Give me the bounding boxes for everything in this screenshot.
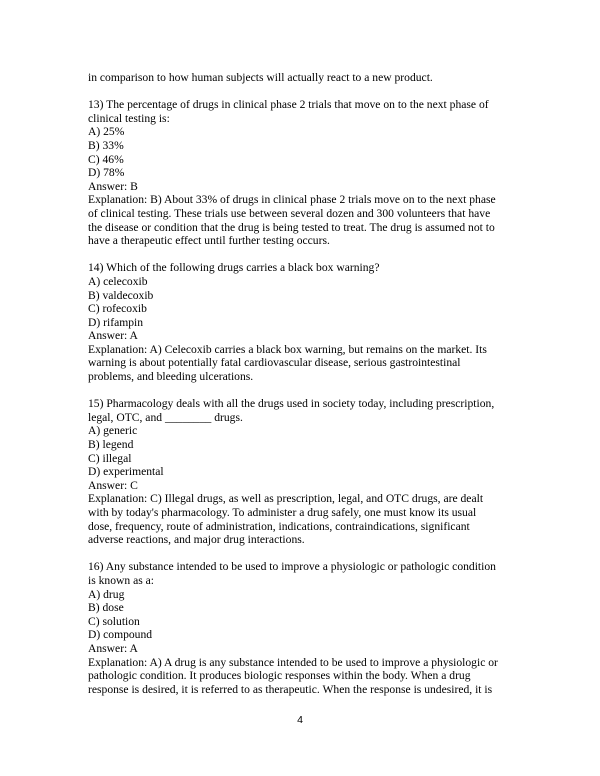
question-text: legal, OTC, and ________ drugs. xyxy=(88,410,243,424)
question-block-15 xyxy=(88,397,520,547)
answer-option: B) dose xyxy=(88,601,124,615)
answer-option: A) drug xyxy=(88,587,125,601)
explanation-text: warning is about potentially fatal cardiovascular disease, serious gastrointestinal xyxy=(88,356,461,370)
answer-key: Answer: B xyxy=(88,179,138,193)
answer-option: D) rifampin xyxy=(88,315,144,329)
answer-option: D) 78% xyxy=(88,166,125,180)
answer-key: Answer: A xyxy=(88,329,138,343)
paragraph-gap xyxy=(88,384,520,398)
explanation-text: of clinical testing. These trials use between several dozen and 300 volunteers that have xyxy=(88,206,491,220)
explanation-text: Explanation: B) About 33% of drugs in clinical phase 2 trials move on to the next phase xyxy=(88,193,496,207)
explanation-text: with by today's pharmacology. To administer a drug safely, one must know its usual xyxy=(88,506,477,519)
paragraph-gap xyxy=(88,248,520,262)
explanation-text: the disease or condition that the drug is being tested to treat. The drug is assumed not to xyxy=(88,220,495,234)
explanation-text: have a therapeutic effect until further testing occurs. xyxy=(88,234,330,248)
explanation-text: dose, frequency, route of administration, indications, contraindications, significant xyxy=(88,519,470,533)
explanation-text: response is desired, it is referred to as therapeutic. When the response is undesired, it is xyxy=(88,682,493,696)
answer-option: B) 33% xyxy=(88,138,124,152)
page-number: 4 xyxy=(297,714,303,726)
question-text: 13) The percentage of drugs in clinical phase 2 trials that move on to the next phase of xyxy=(88,98,489,112)
question-block-13 xyxy=(88,98,520,248)
page-content xyxy=(88,71,520,696)
answer-key: Answer: C xyxy=(88,478,138,492)
paragraph-gap xyxy=(88,85,520,99)
question-block-14 xyxy=(88,261,520,383)
answer-option: A) generic xyxy=(88,424,138,438)
question-text: is known as a: xyxy=(88,573,155,587)
answer-option: C) solution xyxy=(88,614,140,628)
question-text: 16) Any substance intended to be used to improve a physiologic or pathologic condition xyxy=(88,560,496,574)
question-text: 15) Pharmacology deals with all the drugs used in society today, including prescription, xyxy=(88,397,495,411)
question-text: clinical testing is: xyxy=(88,111,170,125)
explanation-text: Explanation: A) A drug is any substance intended to be used to improve a physiologic or xyxy=(88,655,498,669)
answer-option: A) celecoxib xyxy=(88,274,148,288)
explanation-text: pathologic condition. It produces biologic responses within the body. When a drug xyxy=(88,669,471,683)
answer-option: C) 46% xyxy=(88,152,124,166)
answer-option: B) valdecoxib xyxy=(88,288,154,302)
intro-line: in comparison to how human subjects will actually react to a new product. xyxy=(88,71,433,84)
answer-option: D) compound xyxy=(88,628,153,642)
question-text: 14) Which of the following drugs carries a black box warning? xyxy=(88,261,380,275)
answer-option: B) legend xyxy=(88,438,134,452)
answer-key: Answer: A xyxy=(88,641,138,655)
explanation-text: Explanation: A) Celecoxib carries a black box warning, but remains on the market. Its xyxy=(88,342,487,356)
question-block-16 xyxy=(88,560,520,696)
explanation-text: Explanation: C) Illegal drugs, as well as prescription, legal, and OTC drugs, are dealt xyxy=(88,492,484,506)
paragraph-gap xyxy=(88,547,520,561)
answer-option: A) 25% xyxy=(88,125,125,139)
explanation-text: adverse reactions, and major drug interactions. xyxy=(88,533,305,547)
answer-option: C) rofecoxib xyxy=(88,302,147,316)
explanation-text: problems, and bleeding ulcerations. xyxy=(88,370,254,384)
answer-option: D) experimental xyxy=(88,465,164,479)
answer-option: C) illegal xyxy=(88,451,132,465)
intro-text xyxy=(88,71,520,85)
